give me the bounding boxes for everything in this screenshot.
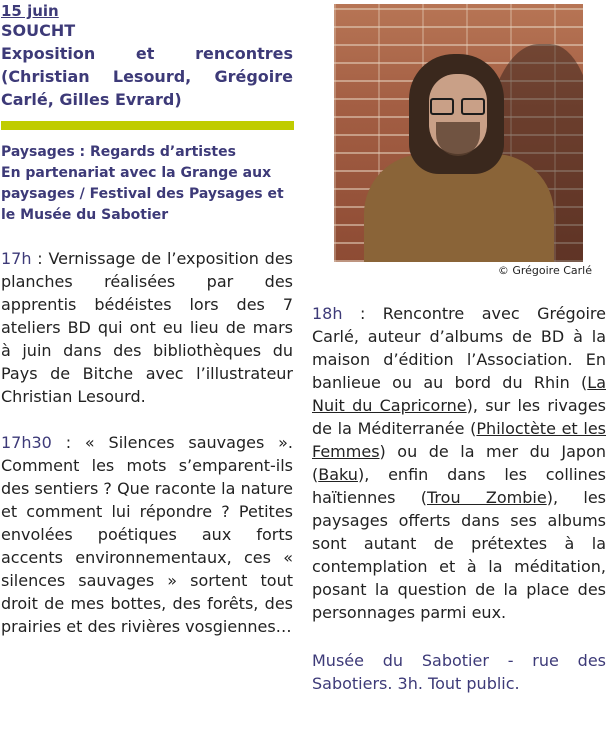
event-subtitle: Paysages : Regards d’artistes xyxy=(1,144,236,160)
event-title: Exposition et rencontres (Christian Lesourd, Grégoire Carlé, Gilles Evrard) xyxy=(1,44,293,109)
photo-credit: © Grégoire Carlé xyxy=(497,264,592,277)
time-label: 17h30 xyxy=(1,433,52,452)
paragraph-text: ), sur les rivages de la Méditerranée ( xyxy=(312,396,606,438)
venue-info: Musée du Sabotier - rue des Sabotiers. 3h. Tout public. xyxy=(312,651,606,693)
book-link[interactable]: La Nuit du Capricorne xyxy=(312,373,606,415)
portrait-photo xyxy=(334,4,583,262)
paragraph-vernissage xyxy=(1,247,293,408)
time-label: 18h xyxy=(312,304,343,323)
time-label: 17h xyxy=(1,249,32,268)
book-link[interactable]: Baku xyxy=(318,465,358,484)
event-date: 15 juin xyxy=(1,2,59,20)
left-column xyxy=(1,0,293,638)
paragraph-text: : « Silences sauvages ». Comment les mots s’emparent-ils des sentiers ? Que raconte la nature et comment lui répondre ? Petites envolées poétiques aux forts accents environnementaux, ces « silences sauvages » sortent tout droit de mes bottes, des forêts, des prairies et des rivières vosgiennes… xyxy=(1,433,293,636)
partnership-text: En partenariat avec la Grange aux paysages / Festival des Paysages et le Musée du Sabotier xyxy=(1,165,284,223)
paragraph-text: ) ou de la mer du Japon ( xyxy=(312,442,606,484)
paragraph-text: : Vernissage de l’exposition des planches réalisées par des apprentis bédéistes lors des 7 ateliers BD qui ont eu lieu de mars à juin dans des bibliothèques du Pays de Bitche avec l’illustrateur Christian Lesourd. xyxy=(1,249,293,406)
divider-bar xyxy=(1,121,294,130)
paragraph-rencontre xyxy=(312,302,606,624)
paragraph-text: ), enfin dans les collines haïtiennes ( xyxy=(312,465,606,507)
paragraph-text: : Rencontre avec Grégoire Carlé, auteur d’albums de BD à la maison d’édition l’Association. En banlieue ou au bord du Rhin ( xyxy=(312,304,606,392)
paragraph-silences xyxy=(1,431,293,638)
glasses-lens-right xyxy=(461,98,485,115)
right-column xyxy=(312,0,606,695)
book-link[interactable]: Trou Zombie xyxy=(427,488,547,507)
paragraph-text: ), les paysages offerts dans ses albums sont autant de prétextes à la contemplation et à la méditation, posant la question de la place des personnages parmi eux. xyxy=(312,488,606,622)
book-link[interactable]: Philoctète et les Femmes xyxy=(312,419,607,461)
event-place: SOUCHT xyxy=(1,21,76,40)
glasses-lens-left xyxy=(430,98,454,115)
